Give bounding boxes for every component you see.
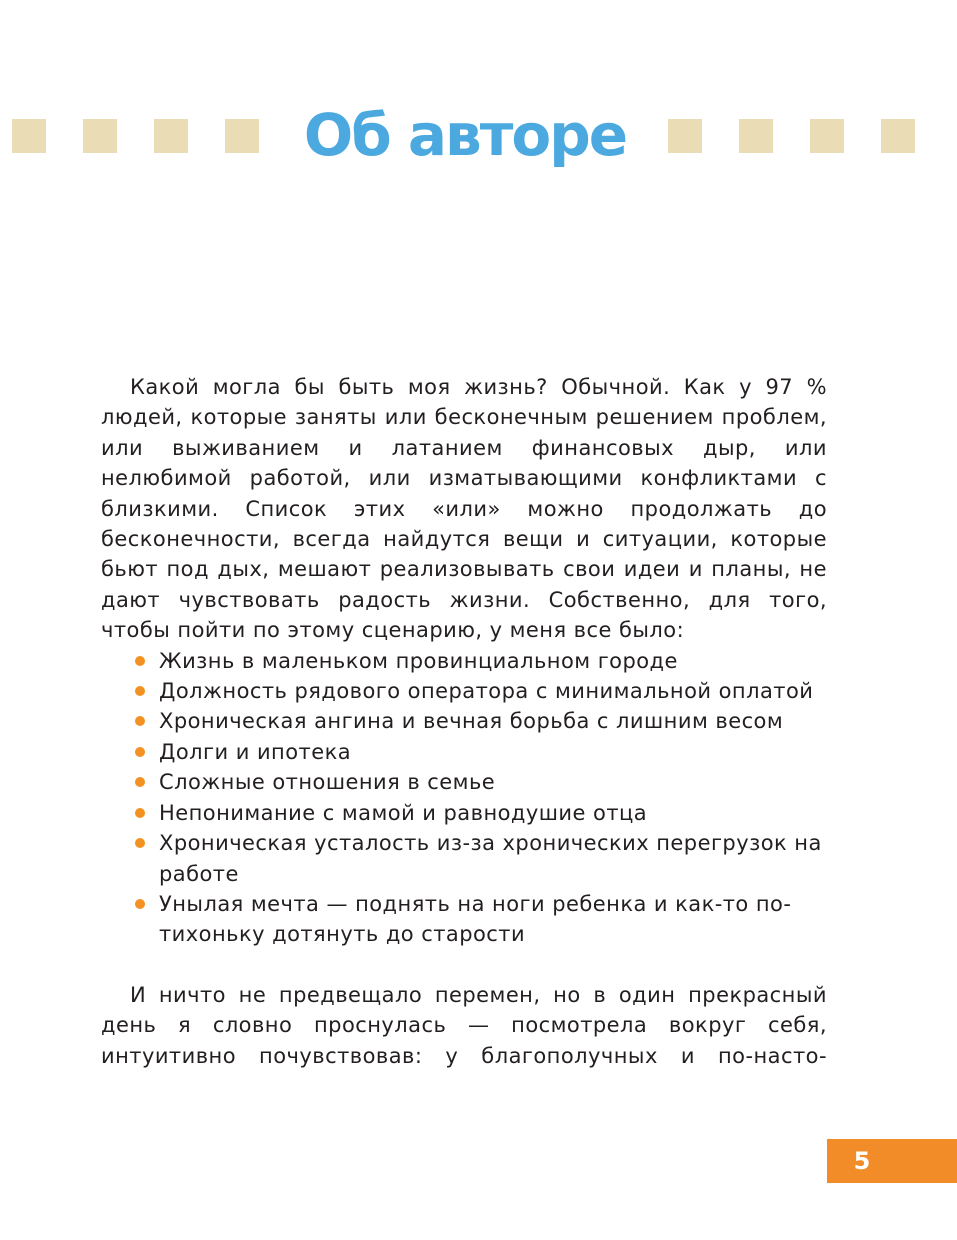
bullet-dot <box>135 777 145 787</box>
decor-square <box>12 119 46 153</box>
bullet-dot <box>135 899 145 909</box>
list-item <box>159 706 827 736</box>
bullet-dot <box>135 686 145 696</box>
list-item <box>159 676 827 706</box>
list-item <box>159 737 827 767</box>
list-item <box>159 767 827 797</box>
decor-square <box>668 119 702 153</box>
list-item <box>159 798 827 828</box>
decor-square <box>739 119 773 153</box>
list-item-text: Хроническая ангина и вечная борьба с лишним весом <box>159 709 784 734</box>
bullet-dot <box>135 716 145 726</box>
title-banner <box>0 100 957 170</box>
page-title: Об авторе <box>303 101 627 169</box>
list-item-text: Должность рядового оператора с минимальной оплатой <box>159 679 814 704</box>
decor-square <box>154 119 188 153</box>
list-item-text: Жизнь в маленьком провинциальном городе <box>159 648 678 673</box>
bullet-dot <box>135 808 145 818</box>
bullet-list <box>101 646 827 950</box>
bullet-dot <box>135 838 145 848</box>
intro-paragraph: Какой могла бы быть моя жизнь? Обычной. Как у 97 % людей, которые заняты или бесконечным решением проблем, или выживанием и латанием финансовых дыр, или нелюбимой работой, или изматывающими конфликтами с близкими. Список этих «или» можно продолжать до бесконечности, всегда найдутся вещи и ситуации, которые бьют под дых, мешают реализовывать свои идеи и планы, не дают чувствовать радость жизни. Собственно, для того, чтобы пойти по этому сценарию, у меня все было: <box>101 375 827 643</box>
closing-paragraph: И ничто не предвещало перемен, но в один прекрасный день я словно проснулась — посмотрела вокруг себя, интуитивно почувствовав: у благополучных и по-насто- <box>101 982 827 1068</box>
list-item <box>159 828 827 889</box>
decor-square <box>881 119 915 153</box>
bullet-dot <box>135 747 145 757</box>
list-item <box>159 889 827 950</box>
decor-square <box>83 119 117 153</box>
decor-square <box>810 119 844 153</box>
list-item-text: Хроническая усталость из-за хронических перегрузок на работе <box>159 831 822 886</box>
decor-square <box>225 119 259 153</box>
page-number-box <box>827 1139 957 1183</box>
body-text <box>101 372 827 1071</box>
list-item-text: Непонимание с мамой и равнодушие отца <box>159 800 648 825</box>
bullet-dot <box>135 656 145 666</box>
list-item-text: Долги и ипотека <box>159 739 352 764</box>
list-item-text: Унылая мечта — поднять на ноги ребенка и как-то потихоньку дотянуть до старости <box>159 891 791 947</box>
page-number: 5 <box>853 1147 871 1175</box>
list-item-text: Сложные отношения в семье <box>159 770 496 795</box>
list-item <box>159 646 827 676</box>
